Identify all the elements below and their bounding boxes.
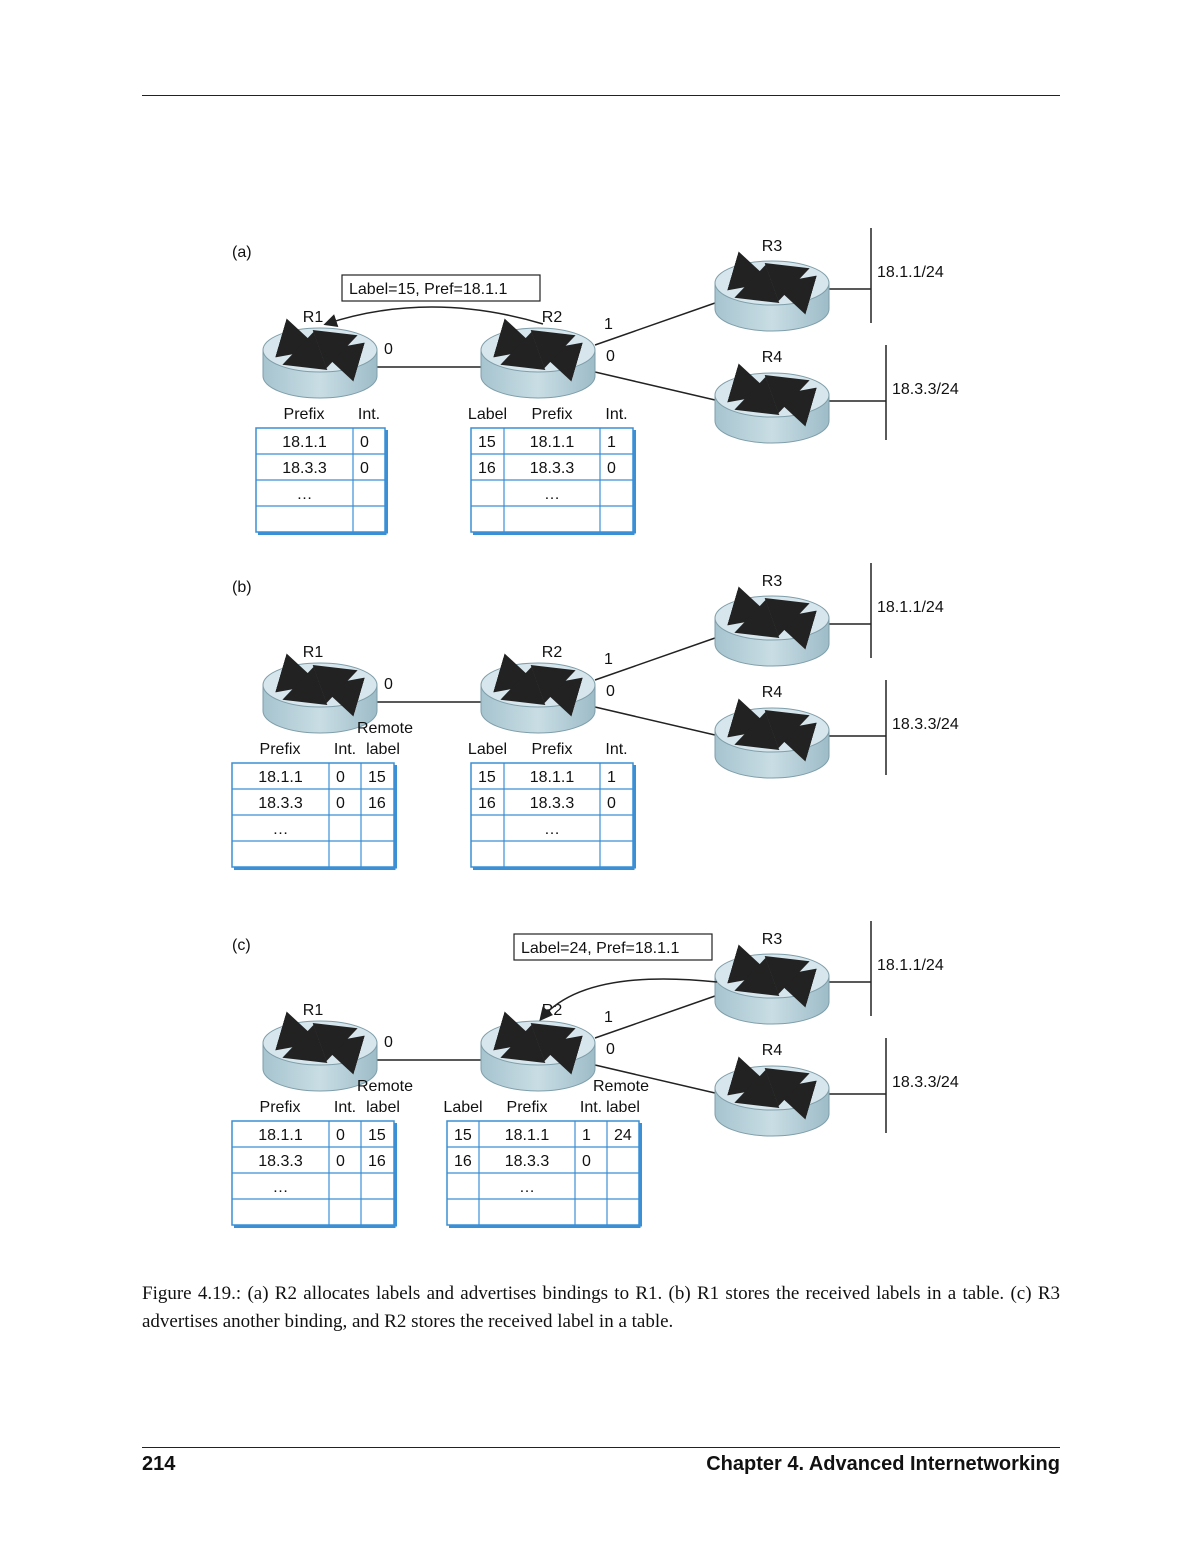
router-label-r1: R1 [302,1002,324,1019]
column-header-remote: Remote [356,720,414,737]
table-cell: 18.1.1 [258,769,303,786]
column-header: label [606,1099,640,1116]
router-r3 [715,596,829,666]
port-label-r1: 0 [384,676,393,693]
table-cell: 0 [336,1153,345,1170]
column-header: Int. [333,1099,357,1116]
column-header: Prefix [283,406,325,423]
table-cell: 0 [582,1153,591,1170]
table-cell: 16 [368,795,386,812]
router-r2 [481,328,595,398]
port-label-r2-up: 1 [604,1009,613,1026]
table-cell: 0 [336,1127,345,1144]
table-cell: 15 [368,1127,386,1144]
column-header-remote: Remote [356,1078,414,1095]
table-cell: 1 [607,769,616,786]
table-cell: 15 [478,769,496,786]
network-label-r3: 18.1.1/24 [877,957,944,974]
port-label-r2-down: 0 [606,1041,615,1058]
table-cell: … [272,821,289,838]
router-r4 [715,373,829,443]
port-label-r1: 0 [384,341,393,358]
table-cell: … [272,1179,289,1196]
network-label-r4: 18.3.3/24 [892,716,959,733]
column-header: Label [467,741,508,758]
router-r1 [263,328,377,398]
panel-b [232,563,959,869]
network-label-r3: 18.1.1/24 [877,599,944,616]
column-header: Int. [605,406,628,423]
port-label-r2-up: 1 [604,651,613,668]
router-label-r1: R1 [302,644,324,661]
router-label-r4: R4 [761,684,783,701]
table-cell: 0 [336,795,345,812]
table-cell: 0 [360,434,369,451]
column-header: Prefix [259,741,301,758]
router-r4 [715,708,829,778]
column-header-remote: Remote [592,1078,650,1095]
router-label-r3: R3 [761,238,783,255]
table-cell: 16 [478,795,496,812]
table-cell: 0 [360,460,369,477]
table-cell: 0 [607,460,616,477]
table-cell: 1 [607,434,616,451]
router-r2 [481,663,595,733]
footer-rule [142,1447,1060,1448]
column-header: Int. [333,741,357,758]
router-label-r1: R1 [302,309,324,326]
port-label-r1: 0 [384,1034,393,1051]
table-cell: 18.3.3 [504,1153,550,1170]
link-r2-r3 [595,638,715,680]
table-cell: … [519,1179,535,1196]
panel-a [232,228,959,534]
link-r2-r3 [595,996,715,1038]
network-label-r4: 18.3.3/24 [892,1074,959,1091]
column-header: Int. [357,406,381,423]
figure-caption: Figure 4.19.: (a) R2 allocates labels and advertises bindings to R1. (b) R1 stores the received labels in a table. (c) R3 advertises another binding, and R2 stores the received label in a table. [142,1283,1060,1332]
table-cell: … [296,486,313,503]
panel-tag: (c) [232,937,251,954]
table-cell: 24 [614,1127,632,1144]
column-header: Prefix [506,1099,548,1116]
column-header: Prefix [259,1099,301,1116]
advertise-arrow [326,307,543,324]
table-cell: 15 [454,1127,472,1144]
router-label-r4: R4 [761,1042,783,1059]
table-cell: 16 [454,1153,472,1170]
table-cell: 1 [582,1127,591,1144]
router-label-r2: R2 [541,1002,563,1019]
table-cell: 16 [368,1153,386,1170]
link-r2-r4 [595,707,715,735]
advertise-arrow [541,979,717,1019]
binding-message: Label=24, Pref=18.1.1 [521,940,680,957]
column-header: Int. [579,1099,603,1116]
network-label-r4: 18.3.3/24 [892,381,959,398]
table-cell: … [544,486,560,503]
column-header: Prefix [531,741,573,758]
router-r3 [715,954,829,1024]
binding-message: Label=15, Pref=18.1.1 [349,281,508,298]
table-cell: 18.3.3 [258,1153,303,1170]
port-label-r2-up: 1 [604,316,613,333]
table-cell: 18.1.1 [504,1127,550,1144]
router-label-r3: R3 [761,573,783,590]
table-cell: 18.3.3 [529,460,575,477]
table-cell: 0 [336,769,345,786]
link-r2-r4 [595,372,715,400]
table-cell: 18.1.1 [529,434,575,451]
column-header: Prefix [531,406,573,423]
table-cell: 18.3.3 [258,795,303,812]
router-r4 [715,1066,829,1136]
router-r2 [481,1021,595,1091]
router-label-r4: R4 [761,349,783,366]
table-cell: … [544,821,560,838]
network-label-r3: 18.1.1/24 [877,264,944,281]
panel-tag: (a) [232,244,252,261]
table-cell: 0 [607,795,616,812]
port-label-r2-down: 0 [606,348,615,365]
table-cell: 15 [368,769,386,786]
column-header: Label [443,1099,483,1116]
router-r3 [715,261,829,331]
table-cell: 18.1.1 [529,769,575,786]
page-number: 214 [142,1453,176,1475]
port-label-r2-down: 0 [606,683,615,700]
router-label-r2: R2 [541,644,563,661]
link-r2-r3 [595,303,715,345]
table-cell: 18.1.1 [258,1127,303,1144]
table-cell: 18.3.3 [529,795,575,812]
column-header: label [366,741,400,758]
table-cell: 15 [478,434,496,451]
column-header: label [366,1099,400,1116]
table-cell: 16 [478,460,496,477]
router-label-r2: R2 [541,309,563,326]
column-header: Int. [605,741,628,758]
chapter-title: Chapter 4. Advanced Internetworking [706,1453,1060,1475]
panel-tag: (b) [232,579,252,596]
table-cell: 18.1.1 [282,434,327,451]
table-cell: 18.3.3 [282,460,327,477]
column-header: Label [467,406,508,423]
router-label-r3: R3 [761,931,783,948]
panel-c [232,921,959,1227]
